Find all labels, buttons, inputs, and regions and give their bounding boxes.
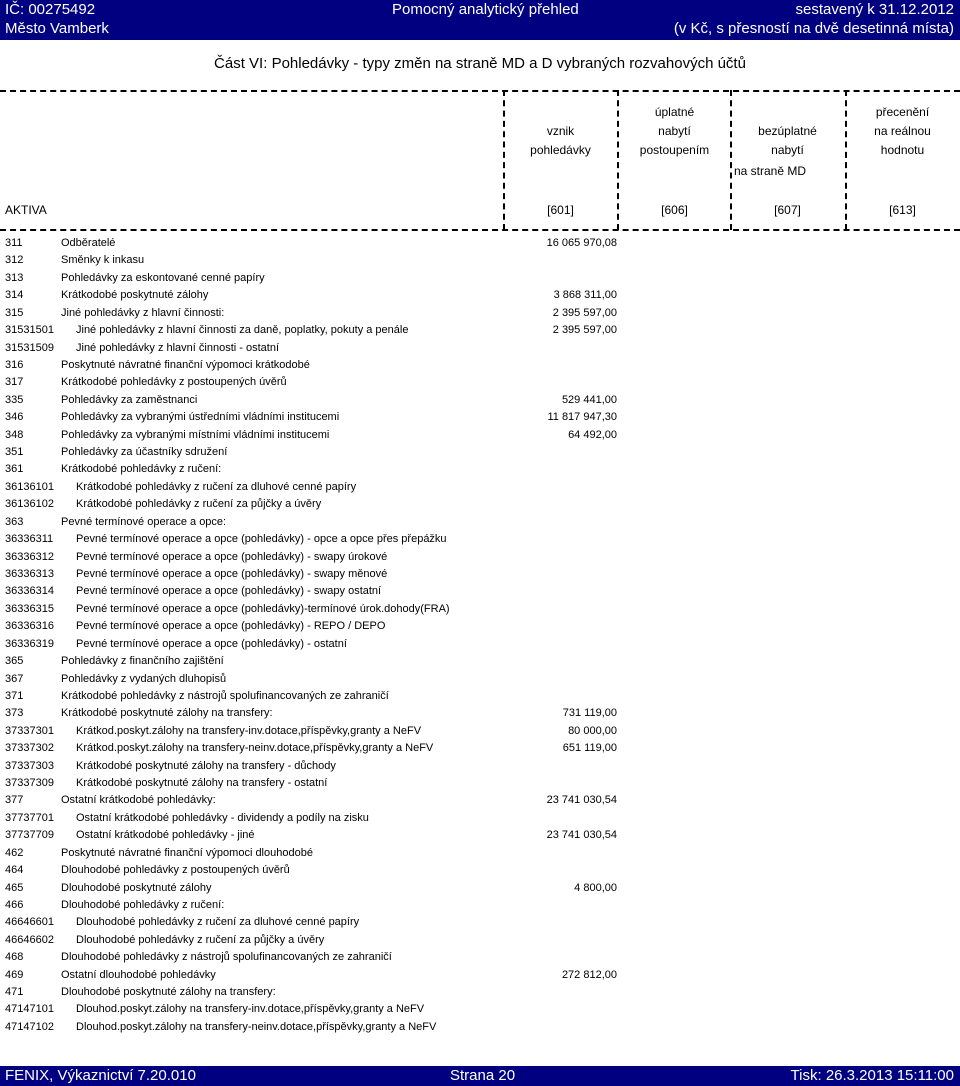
table-row xyxy=(0,411,960,429)
table-row xyxy=(0,585,960,603)
account-name: Směnky k inkasu xyxy=(61,254,145,267)
column-header-uplatne: úplatné nabytí postoupením xyxy=(639,105,710,157)
table-row xyxy=(0,603,960,621)
account-name: Pevné termínové operace a opce (pohledávky) - swapy měnové xyxy=(76,567,388,580)
account-code: 316 xyxy=(5,358,24,371)
table-row xyxy=(0,882,960,900)
table-row xyxy=(0,986,960,1004)
account-name: Pohledávky za vybranými ústředními vládními institucemi xyxy=(61,411,340,424)
account-code: 37337301 xyxy=(5,724,54,737)
table-row xyxy=(0,934,960,952)
value-601: 11 817 947,30 xyxy=(547,411,617,424)
table-row xyxy=(0,864,960,882)
account-code: 317 xyxy=(5,376,24,389)
account-name: Odběratelé xyxy=(61,237,116,249)
print-timestamp: Tisk: 26.3.2013 15:11:00 xyxy=(790,1067,954,1084)
column-header-vznik: vznik pohledávky xyxy=(530,124,591,157)
account-name: Ostatní krátkodobé pohledávky: xyxy=(61,794,216,807)
table-header-bottom-border xyxy=(0,229,960,231)
column-code-606: [606] xyxy=(661,203,688,217)
section-title: Část VI: Pohledávky - typy změn na straně MD a D vybraných rozvahových účtů xyxy=(214,55,746,72)
organization-name: Město Vamberk xyxy=(5,20,109,37)
account-code: 367 xyxy=(5,672,24,685)
account-code: 468 xyxy=(5,951,24,964)
value-601: 64 492,00 xyxy=(568,428,617,441)
account-name: Krátkodobé pohledávky z postoupených úvěrů xyxy=(61,376,287,389)
account-code: 373 xyxy=(5,707,24,720)
table-row xyxy=(0,429,960,447)
table-row xyxy=(0,690,960,708)
account-name: Jiné pohledávky z hlavní činnosti: xyxy=(61,306,225,319)
table-row xyxy=(0,342,960,360)
value-601: 2 395 597,00 xyxy=(552,306,617,319)
account-code: 31531509 xyxy=(5,341,54,354)
account-name: Krátkodobé poskytnuté zálohy xyxy=(61,289,209,302)
account-name: Pevné termínové operace a opce (pohledávky) - opce a opce přes přepážku xyxy=(76,533,447,546)
account-code: 37337309 xyxy=(5,777,54,790)
value-601: 23 741 030,54 xyxy=(546,794,617,807)
account-code: 36336315 xyxy=(5,602,54,615)
aktiva-label: AKTIVA xyxy=(5,203,47,217)
account-name: Krátkodobé poskytnuté zálohy na transfery - ostatní xyxy=(76,777,328,790)
account-name: Pohledávky za účastníky sdružení xyxy=(61,446,228,459)
table-row xyxy=(0,446,960,464)
account-name: Dlouhodobé pohledávky z ručení za dluhové cenné papíry xyxy=(76,916,360,929)
account-name: Jiné pohledávky z hlavní činnosti - ostatní xyxy=(76,341,280,354)
table-row xyxy=(0,812,960,830)
account-code: 346 xyxy=(5,411,24,424)
table-top-border xyxy=(0,90,960,92)
table-row xyxy=(0,498,960,516)
table-row xyxy=(0,376,960,394)
table-row xyxy=(0,620,960,638)
account-code: 371 xyxy=(5,689,24,702)
account-code: 465 xyxy=(5,881,24,894)
report-date: sestavený k 31.12.2012 xyxy=(795,1,954,18)
column-header-preceneni: přecenění na reálnou hodnotu xyxy=(874,105,931,157)
column-header-bezuplatne: bezúplatné nabytí xyxy=(758,124,817,157)
account-name: Krátkodobé pohledávky z ručení: xyxy=(61,463,222,476)
account-code: 312 xyxy=(5,254,24,267)
table-row xyxy=(0,533,960,551)
value-601: 272 812,00 xyxy=(561,968,617,981)
account-name: Dlouhod.poskyt.zálohy na transfery-inv.dotace,příspěvky,granty a NeFV xyxy=(76,1003,425,1016)
table-row xyxy=(0,1021,960,1039)
account-name: Pohledávky z finančního zajištění xyxy=(61,655,224,668)
account-name: Ostatní krátkodobé pohledávky - dividendy a podíly na zisku xyxy=(76,811,369,824)
value-601: 23 741 030,54 xyxy=(546,829,617,842)
account-code: 37337303 xyxy=(5,759,54,772)
table-row xyxy=(0,673,960,691)
account-name: Krátkodobé poskytnuté zálohy na transfery - důchody xyxy=(76,759,336,772)
table-row xyxy=(0,324,960,342)
units-note: (v Kč, s přesností na dvě desetinná místa) xyxy=(673,20,954,37)
account-code: 47147101 xyxy=(5,1003,54,1016)
value-601: 80 000,00 xyxy=(568,724,617,737)
table-row xyxy=(0,742,960,760)
account-name: Pevné termínové operace a opce: xyxy=(61,515,227,528)
account-code: 464 xyxy=(5,864,24,877)
table-row xyxy=(0,847,960,865)
account-code: 365 xyxy=(5,655,24,668)
side-label: na straně MD xyxy=(734,164,807,178)
column-code-613: [613] xyxy=(889,203,916,217)
table-row xyxy=(0,568,960,586)
account-name: Pevné termínové operace a opce (pohledávky) - swapy ostatní xyxy=(76,585,382,598)
table-row xyxy=(0,254,960,272)
account-name: Dlouhod.poskyt.zálohy na transfery-neinv.dotace,příspěvky,granty a NeFV xyxy=(76,1020,437,1033)
account-name: Krátkodobé pohledávky z nástrojů spolufinancovaných ze zahraničí xyxy=(61,689,389,702)
table-row xyxy=(0,1003,960,1021)
account-name: Krátkodobé pohledávky z ručení za půjčky a úvěry xyxy=(76,498,322,511)
account-name: Ostatní dlouhodobé pohledávky xyxy=(61,968,216,981)
value-601: 3 868 311,00 xyxy=(553,289,617,302)
account-name: Pevné termínové operace a opce (pohledávky) - ostatní xyxy=(76,637,347,650)
account-code: 315 xyxy=(5,306,24,319)
column-code-601: [601] xyxy=(547,203,574,217)
table-row xyxy=(0,760,960,778)
table-row xyxy=(0,237,960,255)
account-code: 36336319 xyxy=(5,637,54,650)
table-row xyxy=(0,725,960,743)
account-name: Pevné termínové operace a opce (pohledávky) - swapy úrokové xyxy=(76,550,388,563)
account-name: Pevné termínové operace a opce (pohledávky)-termínové úrok.dohody(FRA) xyxy=(76,602,450,615)
table-row xyxy=(0,481,960,499)
account-code: 37337302 xyxy=(5,742,54,755)
value-601: 4 800,00 xyxy=(574,881,617,894)
table-row xyxy=(0,794,960,812)
account-name: Dlouhodobé poskytnuté zálohy xyxy=(61,881,212,894)
ico-label: IČ: 00275492 xyxy=(5,1,96,18)
value-601: 529 441,00 xyxy=(561,393,617,406)
account-code: 314 xyxy=(5,289,24,302)
account-code: 469 xyxy=(5,968,24,981)
account-code: 377 xyxy=(5,794,24,807)
table-row xyxy=(0,463,960,481)
account-name: Poskytnuté návratné finanční výpomoci krátkodobé xyxy=(61,358,310,371)
account-name: Jiné pohledávky z hlavní činnosti za daně, poplatky, pokuty a penále xyxy=(76,324,409,337)
account-code: 36336316 xyxy=(5,620,54,633)
account-code: 361 xyxy=(5,463,24,476)
account-name: Dlouhodobé pohledávky z nástrojů spolufinancovaných ze zahraničí xyxy=(61,951,392,964)
account-name: Krátkodobé poskytnuté zálohy na transfery: xyxy=(61,707,273,720)
account-code: 471 xyxy=(5,986,24,999)
account-code: 36336311 xyxy=(5,533,54,546)
value-601: 651 119,00 xyxy=(562,742,617,755)
account-name: Dlouhodobé pohledávky z ručení: xyxy=(61,898,225,911)
account-code: 351 xyxy=(5,446,24,459)
account-name: Krátkod.poskyt.zálohy na transfery-inv.dotace,příspěvky,granty a NeFV xyxy=(76,724,422,737)
account-name: Pohledávky za eskontované cenné papíry xyxy=(61,271,265,284)
value-601: 16 065 970,08 xyxy=(546,237,617,249)
account-code: 36336314 xyxy=(5,585,54,598)
column-code-607: [607] xyxy=(774,203,801,217)
report-footer xyxy=(0,1066,960,1086)
report-header xyxy=(0,0,960,40)
account-code: 36336312 xyxy=(5,550,54,563)
account-code: 46646601 xyxy=(5,916,54,929)
account-name: Pohledávky z vydaných dluhopisů xyxy=(61,672,227,685)
account-code: 363 xyxy=(5,515,24,528)
table-row xyxy=(0,969,960,987)
account-name: Pevné termínové operace a opce (pohledávky) - REPO / DEPO xyxy=(76,620,386,633)
table-row xyxy=(0,707,960,725)
account-name: Dlouhodobé pohledávky z postoupených úvěrů xyxy=(61,864,290,877)
account-code: 36136102 xyxy=(5,498,54,511)
table-row xyxy=(0,516,960,534)
table-row xyxy=(0,307,960,325)
table-row xyxy=(0,359,960,377)
account-name: Poskytnuté návratné finanční výpomoci dlouhodobé xyxy=(61,846,313,859)
value-601: 731 119,00 xyxy=(562,707,617,720)
table-row xyxy=(0,655,960,673)
account-code: 31531501 xyxy=(5,324,54,337)
report-name: Pomocný analytický přehled xyxy=(392,1,579,18)
table-row xyxy=(0,394,960,412)
account-code: 311 xyxy=(5,237,23,249)
table-row xyxy=(0,899,960,917)
page-number: Strana 20 xyxy=(450,1067,516,1084)
account-code: 46646602 xyxy=(5,933,54,946)
account-name: Krátkod.poskyt.zálohy na transfery-neinv.dotace,příspěvky,granty a NeFV xyxy=(76,742,434,755)
table-row xyxy=(0,272,960,290)
table-row xyxy=(0,551,960,569)
software-version: FENIX, Výkaznictví 7.20.010 xyxy=(5,1067,196,1084)
account-code: 37737709 xyxy=(5,829,54,842)
account-code: 313 xyxy=(5,271,24,284)
account-code: 335 xyxy=(5,393,24,406)
value-601: 2 395 597,00 xyxy=(552,324,617,337)
account-name: Ostatní krátkodobé pohledávky - jiné xyxy=(76,829,255,842)
account-code: 466 xyxy=(5,898,24,911)
account-name: Pohledávky za vybranými místními vládními institucemi xyxy=(61,428,330,441)
table-row xyxy=(0,289,960,307)
account-name: Dlouhodobé pohledávky z ručení za půjčky a úvěry xyxy=(76,933,325,946)
table-row xyxy=(0,829,960,847)
account-name: Pohledávky za zaměstnanci xyxy=(61,393,198,406)
account-code: 47147102 xyxy=(5,1020,54,1033)
account-code: 462 xyxy=(5,846,24,859)
account-code: 36336313 xyxy=(5,567,54,580)
account-code: 37737701 xyxy=(5,811,54,824)
account-code: 348 xyxy=(5,428,24,441)
account-name: Dlouhodobé poskytnuté zálohy na transfery: xyxy=(61,986,276,999)
account-code: 36136101 xyxy=(5,480,54,493)
table-row xyxy=(0,777,960,795)
account-name: Krátkodobé pohledávky z ručení za dluhové cenné papíry xyxy=(76,480,357,493)
table-row xyxy=(0,638,960,656)
table-row xyxy=(0,916,960,934)
table-row xyxy=(0,951,960,969)
